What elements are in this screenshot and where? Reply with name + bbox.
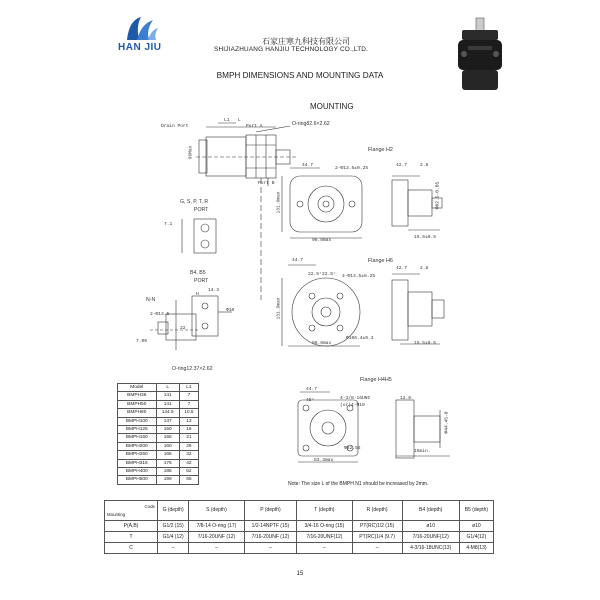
table-cell: ø10 [459, 521, 493, 532]
table-cell: G1/2 (15) [158, 521, 189, 532]
dim-4m38: 4-3/8-16UNC [340, 396, 371, 401]
dim-2m13a: 2-Ф13.5±0.25 [335, 166, 369, 171]
page-number: 15 [296, 571, 304, 577]
table-row [118, 434, 199, 442]
dim-128: 12.8 [400, 396, 412, 401]
dim-82-a: Ф82.5-0.05 [435, 181, 441, 210]
model-dimension-table [117, 383, 199, 485]
page-title: BMPH DIMENSIONS AND MOUNTING DATA [216, 71, 384, 80]
port-detail-gsptr [182, 219, 216, 253]
table-cell: PT(RC)1/4 (9.7) [352, 532, 402, 543]
table-cell: – [297, 543, 352, 554]
dim-700: 7.00 [136, 339, 148, 344]
dim-l: L [238, 118, 241, 123]
table-row [105, 521, 494, 532]
dim-155-a: 15.5±0.5 [414, 235, 437, 240]
table-cell: G1/4 (12) [158, 532, 189, 543]
dim-4445: Ф44.45-0 [444, 411, 450, 434]
table-cell: 147 [156, 417, 179, 425]
table-cell: 141 [156, 392, 179, 400]
dim-l1: L1 [224, 118, 230, 123]
table-cell: T [105, 532, 158, 543]
drain-port-label: Drain Port [161, 124, 189, 129]
dim-131-a: 131.9max [276, 191, 282, 214]
table-cell: 144.5 [156, 409, 179, 417]
table-cell: 32 [179, 451, 198, 459]
port-detail-b4b5 [150, 296, 235, 350]
dim-447-a: 44.7 [302, 163, 314, 168]
table-cell: BMPH400 [118, 467, 157, 475]
table-row [118, 442, 199, 450]
flange-h6-label: Flange H6 [368, 258, 393, 264]
table-cell: PT(RC)1/2 (15) [352, 521, 402, 532]
conn-header-row [105, 501, 494, 521]
table-cell: 10.5 [179, 409, 198, 417]
dim-131-b: 131.9max [276, 297, 282, 320]
gsptr-label: G, S, P, T, R [180, 199, 209, 205]
table-cell: L [156, 384, 179, 392]
dim-phi10: Ф10 [226, 308, 235, 313]
table-cell: BMPH36 [118, 392, 157, 400]
table-header-cell: R (depth) [352, 501, 402, 521]
note-text: Note: The size L of the BMPH N1 should be increased by 2mm. [288, 481, 429, 487]
table-cell: 7/16-20UNF (12) [244, 532, 297, 543]
b4b5-label: B4, B5 [190, 270, 206, 276]
table-cell: L1 [179, 384, 198, 392]
flange-h2-drawing [282, 168, 442, 238]
table-row [105, 543, 494, 554]
table-row [118, 417, 199, 425]
dim-71: 7.1 [164, 222, 173, 227]
dim-447-b: 44.7 [292, 258, 304, 263]
table-cell: 21 [179, 434, 198, 442]
dim-96max: 96Max [188, 145, 194, 160]
table-cell: 160 [156, 442, 179, 450]
table-cell: 3/4-16 O-ring (15) [297, 521, 352, 532]
port-a-label: Port A [246, 124, 263, 129]
dim-h: H [196, 292, 199, 297]
table-header-cell: S (depth) [189, 501, 244, 521]
flange-h2-label: Flange H2 [368, 147, 393, 153]
dim-45: 45° [306, 398, 315, 403]
dim-968-b: 96.8max [312, 341, 332, 346]
dim-15: 15min. [414, 449, 431, 454]
table-cell: BMPH315 [118, 459, 157, 467]
corner-cell [105, 501, 158, 521]
dim-968-a: 96.8max [312, 238, 332, 243]
table-cell: BMPH500 [118, 476, 157, 484]
table-cell: 4-M8(13) [459, 543, 493, 554]
dim-225-a: 22.5° [308, 272, 322, 277]
table-row [118, 425, 199, 433]
table-cell: 7/16-20UNF(12) [297, 532, 352, 543]
dim-427-b: 42.7 [396, 266, 408, 271]
table-cell: 52 [179, 467, 198, 475]
dim-4m135: 4-Ф13.5±0.25 [342, 274, 376, 279]
table-cell: 7/8-14 O-ring (17) [189, 521, 244, 532]
table-cell: BMPH160 [118, 434, 157, 442]
corner-code: Code [144, 504, 155, 509]
corner-mounting: Mounting [107, 512, 126, 517]
table-cell: ø10 [402, 521, 459, 532]
dim-1064: Ф106.4±0.3 [346, 336, 374, 341]
table-cell: BMPH250 [118, 451, 157, 459]
dim-4m10: (or)4-M10 [340, 403, 365, 408]
table-cell: – [158, 543, 189, 554]
dim-427-a: 42.7 [396, 163, 408, 168]
table-header-row [118, 384, 199, 392]
dim-28-a: 2.8 [420, 163, 429, 168]
table-row [118, 400, 199, 408]
flange-h4h5-label: Flange H4H5 [360, 377, 392, 383]
oring-bottom-label: O-ring12.37×2.62 [172, 366, 213, 372]
table-cell: 7/16-20UNF (12) [189, 532, 244, 543]
table-cell: P(A,B) [105, 521, 158, 532]
table-cell: 199 [156, 476, 179, 484]
table-cell: G1/4(12) [459, 532, 493, 543]
dim-833: 83.3max [314, 458, 334, 463]
table-cell: 65 [179, 476, 198, 484]
table-cell: BMPH80 [118, 409, 157, 417]
company-name-en: SHIJIAZHUANG HANJIU TECHNOLOGY CO.,LTD. [214, 46, 369, 53]
table-cell: 176 [156, 459, 179, 467]
table-row [118, 467, 199, 475]
table-row [118, 476, 199, 484]
nn-label: N-N [146, 297, 156, 303]
table-cell: 7 [179, 400, 198, 408]
table-cell: BMPH125 [118, 425, 157, 433]
table-row [118, 451, 199, 459]
table-cell: BMPH200 [118, 442, 157, 450]
table-cell: 26 [179, 442, 198, 450]
table-cell: Model [118, 384, 157, 392]
port1-label: PORT [194, 207, 209, 213]
table-row [118, 459, 199, 467]
brand-name: HAN JIU [118, 42, 162, 53]
table-cell: C [105, 543, 158, 554]
table-row [118, 409, 199, 417]
table-header-cell: B4 (depth) [402, 501, 459, 521]
table-cell: 7/16-20UNF(12) [402, 532, 459, 543]
table-cell: 4-3/16-18UNC(13) [402, 543, 459, 554]
table-row [105, 532, 494, 543]
dim-22: 22 [180, 326, 186, 331]
company-name-cn: 石家庄寒九科技有限公司 [262, 37, 350, 46]
table-cell: BMPH50 [118, 400, 157, 408]
table-cell: 7 [179, 392, 198, 400]
table-cell: 1/2-14NPTF (15) [244, 521, 297, 532]
table-cell: 150 [156, 425, 179, 433]
dim-155-b: 15.5±0.5 [414, 341, 437, 346]
table-cell: 16 [179, 425, 198, 433]
table-cell: BMPH100 [118, 417, 157, 425]
dim-143: 14.3 [208, 288, 220, 293]
dim-225-b: 22.5° [322, 272, 336, 277]
dim-8282: Ф82.55 [344, 446, 361, 451]
table-cell: – [244, 543, 297, 554]
port-b-label: Port B [258, 181, 275, 186]
table-header-cell: P (depth) [244, 501, 297, 521]
mounting-title: MOUNTING [310, 102, 354, 111]
table-cell: 42 [179, 459, 198, 467]
table-cell: – [352, 543, 402, 554]
dim-m3: 2-Ф13.5 [150, 312, 170, 317]
oring-top-label: O-ring82.6×2.62 [292, 121, 330, 127]
table-row [118, 392, 199, 400]
table-header-cell: T (depth) [297, 501, 352, 521]
table-cell: 13 [179, 417, 198, 425]
dim-447-c: 44.7 [306, 387, 318, 392]
table-cell: – [189, 543, 244, 554]
table-header-cell: B5 (depth) [459, 501, 493, 521]
table-cell: 141 [156, 400, 179, 408]
port2-label: PORT [194, 278, 209, 284]
table-cell: 155 [156, 434, 179, 442]
table-header-cell: G (depth) [158, 501, 189, 521]
port-connection-table [104, 500, 494, 554]
dim-28-b: 2.8 [420, 266, 429, 271]
table-cell: 186 [156, 467, 179, 475]
table-cell: 166 [156, 451, 179, 459]
